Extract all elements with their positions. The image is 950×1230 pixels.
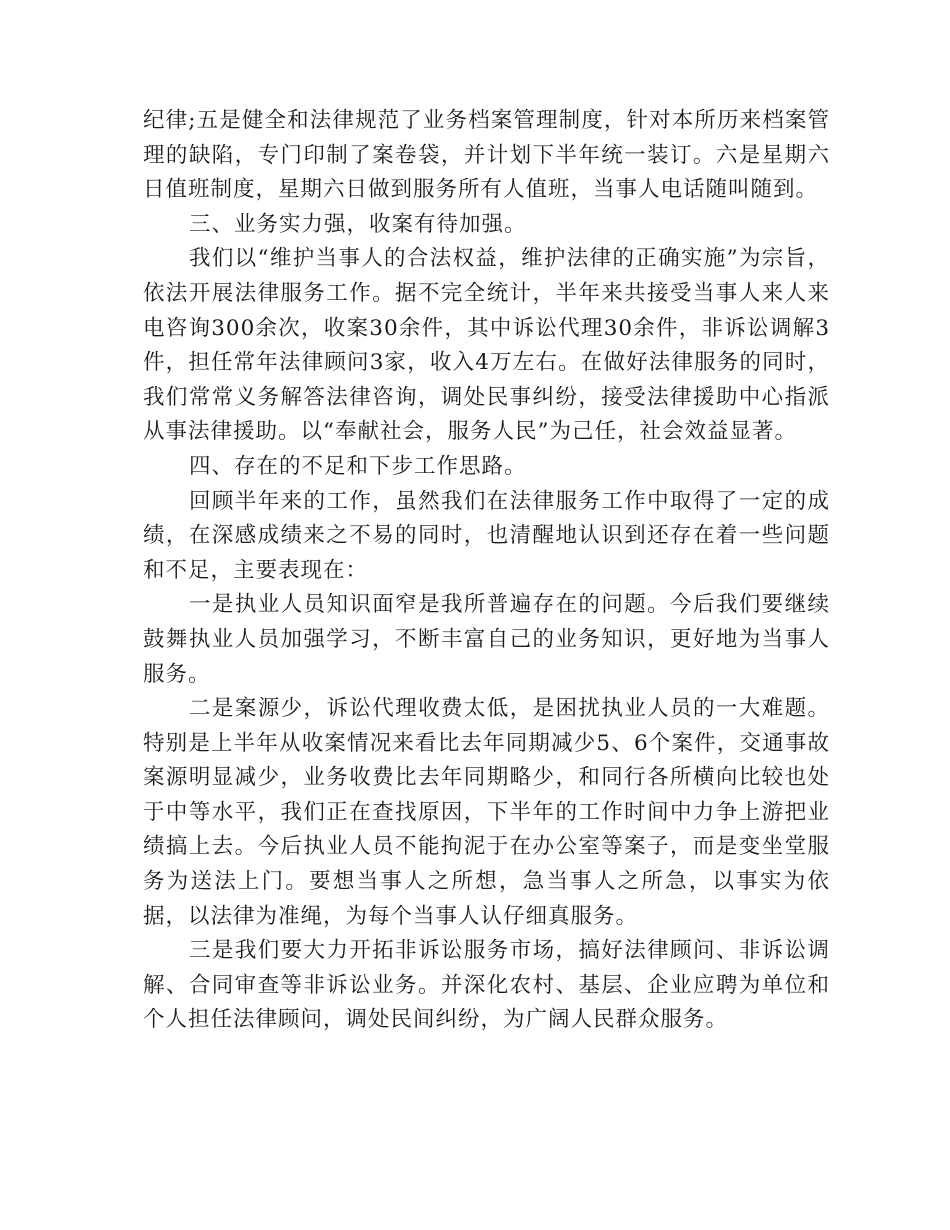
paragraph-issue-2: 二是案源少，诉讼代理收费太低，是困扰执业人员的一大难题。特别是上半年从收案情况来看比去年同期减少5、6个案件，交通事故案源明显减少，业务收费比去年同期略少，和同行各所横向比较也处于中等水平，我们正在查找原因，下半年的工作时间中力争上游把业绩搞上去。今后执业人员不能拘泥于在办公室等案子，而是变坐堂服务为送法上门。要想当事人之所想，急当事人之所急，以事实为依据，以法律为准绳，为每个当事人认仔细真服务。 xyxy=(143,696,830,929)
paragraph-review: 回顾半年来的工作，虽然我们在法律服务工作中取得了一定的成绩，在深感成绩来之不易的同时，也清醒地认识到还存在着一些问题和不足，主要表现在： xyxy=(143,488,830,583)
paragraph-issue-3: 三是我们要大力开拓非诉讼服务市场，搞好法律顾问、非诉讼调解、合同审查等非诉讼业务。并深化农村、基层、企业应聘为单位和个人担任法律顾问，调处民间纠纷，为广阔人民群众服务。 xyxy=(143,938,830,1033)
section-heading-4: 四、存在的不足和下步工作思路。 xyxy=(189,453,527,479)
paragraph-continuation: 纪律;五是健全和法律规范了业务档案管理制度，针对本所历来档案管理的缺陷，专门印制了案卷袋，并计划下半年统一装订。六是星期六日值班制度，星期六日做到服务所有人值班，当事人电话随叫随到。 xyxy=(143,108,830,203)
paragraph-business-summary: 我们以“维护当事人的合法权益，维护法律的正确实施”为宗旨，依法开展法律服务工作。据不完全统计，半年来共接受当事人来人来电咨询300余次，收案30余件，其中诉讼代理30余件，非诉讼调解3件，担任常年法律顾问3家，收入4万左右。在做好法律服务的同时，我们常常义务解答法律咨询，调处民事纠纷，接受法律援助中心指派从事法律援助。以“奉献社会，服务人民”为己任，社会效益显著。 xyxy=(143,246,830,445)
paragraph-issue-1: 一是执业人员知识面窄是我所普遍存在的问题。今后我们要继续鼓舞执业人员加强学习，不断丰富自己的业务知识，更好地为当事人服务。 xyxy=(143,592,830,687)
section-heading-3: 三、业务实力强，收案有待加强。 xyxy=(189,211,527,237)
